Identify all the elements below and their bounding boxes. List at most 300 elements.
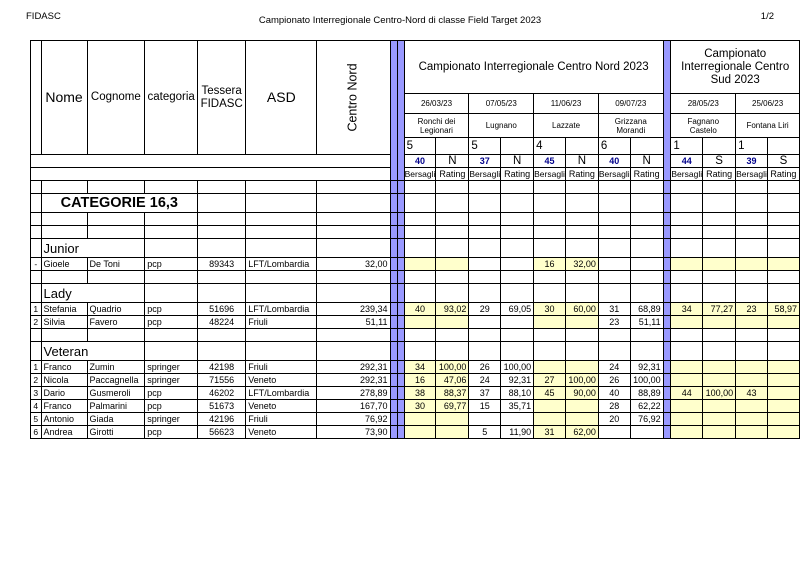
blank-cell xyxy=(317,271,390,284)
athlete-category: pcp xyxy=(145,303,198,316)
blank-cell xyxy=(87,213,145,226)
blue-separator xyxy=(663,194,671,213)
blank-cell xyxy=(87,181,145,194)
col-cognome: Cognome xyxy=(87,41,145,155)
blank-cell xyxy=(404,239,436,258)
sud-title: Campionato Interregionale Centro Sud 2023 xyxy=(671,41,800,94)
blank-cell xyxy=(534,181,566,194)
bersagli-label: Bersagli xyxy=(736,168,767,179)
rating-value xyxy=(436,316,469,329)
athlete-name: Gioele xyxy=(41,258,87,271)
event-zone: S xyxy=(703,155,736,168)
event-targets: 40 xyxy=(404,155,436,168)
blank-cell xyxy=(630,329,663,342)
centro-nord-total: 76,92 xyxy=(317,413,390,426)
blank-cell xyxy=(501,342,534,361)
rating-value xyxy=(565,413,598,426)
blue-separator xyxy=(397,303,404,316)
blue-separator xyxy=(663,258,671,271)
rating-value xyxy=(703,374,736,387)
rating-value xyxy=(703,361,736,374)
rating-value xyxy=(565,361,598,374)
bersagli-label: Bersagli xyxy=(671,168,703,179)
blue-separator xyxy=(397,387,404,400)
blank-cell xyxy=(145,213,198,226)
event-count: 5 xyxy=(404,138,436,155)
row-index: 3 xyxy=(31,387,42,400)
rating-value xyxy=(501,316,534,329)
blank-cell xyxy=(630,342,663,361)
athlete-name: Franco xyxy=(41,361,87,374)
bersagli-label: Bersagli xyxy=(598,168,630,179)
bersagli-value xyxy=(736,361,768,374)
blank-cell xyxy=(87,329,145,342)
blue-separator xyxy=(397,226,404,239)
rating-value xyxy=(630,426,663,439)
bersagli-value: 43 xyxy=(736,387,768,400)
athlete-club: Veneto xyxy=(246,400,317,413)
blank-cell xyxy=(630,194,663,213)
bersagli-value xyxy=(598,258,630,271)
blank-cell xyxy=(598,329,630,342)
blue-separator xyxy=(390,303,397,316)
rating-label: Rating xyxy=(767,168,799,181)
blue-separator xyxy=(390,426,397,439)
blank-cell xyxy=(31,271,42,284)
blank-cell xyxy=(246,226,317,239)
blank-cell xyxy=(703,284,736,303)
blue-separator xyxy=(663,316,671,329)
athlete-club: LFT/Lombardia xyxy=(246,387,317,400)
rating-value: 58,97 xyxy=(767,303,799,316)
blue-separator xyxy=(397,342,404,361)
bersagli-value: 23 xyxy=(736,303,768,316)
blank-cell xyxy=(565,213,598,226)
rating-value: 92,31 xyxy=(630,361,663,374)
blue-separator xyxy=(390,413,397,426)
blue-separator xyxy=(397,329,404,342)
blank-cell xyxy=(469,181,501,194)
blank-cell xyxy=(41,271,87,284)
blank-cell xyxy=(703,226,736,239)
blank-cell xyxy=(767,239,799,258)
event-count: 4 xyxy=(534,138,566,155)
bersagli-value xyxy=(469,258,501,271)
blank-cell xyxy=(469,213,501,226)
rating-value xyxy=(767,387,799,400)
rating-value: 11,90 xyxy=(501,426,534,439)
blue-separator xyxy=(390,258,397,271)
blank-cell xyxy=(469,342,501,361)
athlete-card: 89343 xyxy=(198,258,246,271)
blue-separator xyxy=(390,284,397,303)
bersagli-value xyxy=(671,361,703,374)
col-centro-nord: Centro Nord xyxy=(317,41,390,155)
blank-cell xyxy=(501,239,534,258)
rating-value xyxy=(565,400,598,413)
bersagli-value: 29 xyxy=(469,303,501,316)
blank-cell xyxy=(565,271,598,284)
blank-cell xyxy=(469,271,501,284)
athlete-surname: Gusmeroli xyxy=(87,387,145,400)
event-place: Lugnano xyxy=(469,114,534,138)
athlete-name: Andrea xyxy=(41,426,87,439)
blank-cell xyxy=(736,271,768,284)
bersagli-value: 38 xyxy=(404,387,436,400)
rating-value xyxy=(703,316,736,329)
spacer-row xyxy=(31,329,800,342)
blank-cell xyxy=(703,213,736,226)
rating-value: 88,37 xyxy=(436,387,469,400)
rating-label: Rating xyxy=(703,168,736,181)
blank-cell xyxy=(404,194,436,213)
index-header xyxy=(31,41,42,155)
event-zone: N xyxy=(630,155,663,168)
event-targets: 37 xyxy=(469,155,501,168)
bersagli-value xyxy=(534,316,566,329)
blank-cell xyxy=(736,329,768,342)
event-date: 26/03/23 xyxy=(404,94,469,114)
rating-label: Rating xyxy=(565,168,598,181)
col-asd: ASD xyxy=(246,41,317,155)
blank-cell xyxy=(246,284,317,303)
blank-cell xyxy=(198,239,246,258)
blank-cell xyxy=(598,239,630,258)
bersagli-value xyxy=(671,374,703,387)
blue-separator xyxy=(397,239,404,258)
blank-cell xyxy=(671,226,703,239)
blue-separator xyxy=(397,213,404,226)
blank-cell xyxy=(41,329,87,342)
event-place: Fontana Liri xyxy=(736,114,800,138)
event-date: 07/05/23 xyxy=(469,94,534,114)
blank-cell xyxy=(246,342,317,361)
event-count: 1 xyxy=(671,138,703,155)
athlete-category: pcp xyxy=(145,316,198,329)
blue-separator xyxy=(390,400,397,413)
blue-separator xyxy=(663,387,671,400)
centro-nord-total: 292,31 xyxy=(317,374,390,387)
rating-value xyxy=(703,258,736,271)
blank-cell xyxy=(404,226,436,239)
athlete-row xyxy=(31,316,800,329)
blank-cell xyxy=(436,329,469,342)
athlete-club: Veneto xyxy=(246,374,317,387)
centro-nord-total: 278,89 xyxy=(317,387,390,400)
bersagli-value: 23 xyxy=(598,316,630,329)
blank-cell xyxy=(565,194,598,213)
event-count: 6 xyxy=(598,138,630,155)
blue-separator xyxy=(663,226,671,239)
athlete-card: 51696 xyxy=(198,303,246,316)
blue-separator xyxy=(663,426,671,439)
rating-value: 62,22 xyxy=(630,400,663,413)
bersagli-value xyxy=(736,258,768,271)
blank-cell xyxy=(469,329,501,342)
blue-separator xyxy=(663,41,671,181)
rating-value xyxy=(767,400,799,413)
blank-cell xyxy=(469,194,501,213)
blank-cell xyxy=(501,213,534,226)
blank-cell xyxy=(534,342,566,361)
blank-cell xyxy=(246,181,317,194)
event-zone: N xyxy=(501,155,534,168)
blank-cell xyxy=(87,226,145,239)
row-index: 1 xyxy=(31,303,42,316)
blank-cell xyxy=(198,342,246,361)
blue-separator xyxy=(390,271,397,284)
athlete-surname: Quadrio xyxy=(87,303,145,316)
athlete-category: pcp xyxy=(145,258,198,271)
rating-value: 100,00 xyxy=(565,374,598,387)
event-zone: S xyxy=(767,155,799,168)
rating-value xyxy=(703,400,736,413)
blue-separator xyxy=(397,41,404,181)
centro-nord-total: 51,11 xyxy=(317,316,390,329)
rating-label: Rating xyxy=(501,168,534,181)
blank-cell xyxy=(736,342,768,361)
blank-cell xyxy=(565,138,598,155)
athlete-row xyxy=(31,426,800,439)
blank-cell xyxy=(565,329,598,342)
blank-cell xyxy=(767,138,799,155)
bersagli-value xyxy=(534,413,566,426)
blank-cell xyxy=(41,213,87,226)
bersagli-value: 44 xyxy=(671,387,703,400)
blank-cell xyxy=(31,239,42,258)
spacer-row xyxy=(31,226,800,239)
blank-cell xyxy=(317,213,390,226)
rating-value: 62,00 xyxy=(565,426,598,439)
blank-cell xyxy=(31,226,42,239)
bersagli-value xyxy=(736,413,768,426)
blank-cell xyxy=(767,271,799,284)
athlete-club: Friuli xyxy=(246,361,317,374)
athlete-category: pcp xyxy=(145,426,198,439)
blue-separator xyxy=(663,239,671,258)
blank-cell xyxy=(767,329,799,342)
athlete-surname: Palmarini xyxy=(87,400,145,413)
athlete-card: 42196 xyxy=(198,413,246,426)
blank-cell xyxy=(630,239,663,258)
blue-separator xyxy=(397,374,404,387)
blank-cell xyxy=(671,194,703,213)
blank-cell xyxy=(736,284,768,303)
blue-separator xyxy=(390,213,397,226)
blue-separator xyxy=(390,194,397,213)
rating-value xyxy=(767,426,799,439)
blank-cell xyxy=(436,284,469,303)
blank-cell xyxy=(41,181,87,194)
bersagli-value xyxy=(534,400,566,413)
blank-cell xyxy=(436,138,469,155)
athlete-row xyxy=(31,303,800,316)
rating-value: 77,27 xyxy=(703,303,736,316)
athlete-row xyxy=(31,361,800,374)
blank-cell xyxy=(145,271,198,284)
event-zone: N xyxy=(565,155,598,168)
blank-cell xyxy=(469,239,501,258)
blank-cell xyxy=(145,284,198,303)
blank-cell xyxy=(671,239,703,258)
blank-cell xyxy=(767,226,799,239)
bersagli-value: 26 xyxy=(598,374,630,387)
bersagli-value: 30 xyxy=(534,303,566,316)
blue-separator xyxy=(663,213,671,226)
blank-cell xyxy=(198,271,246,284)
bersagli-value: 40 xyxy=(598,387,630,400)
bersagli-value: 27 xyxy=(534,374,566,387)
blue-separator xyxy=(663,181,671,194)
bersagli-value xyxy=(736,400,768,413)
blank-cell xyxy=(534,329,566,342)
rating-value: 100,00 xyxy=(436,361,469,374)
bersagli-value: 24 xyxy=(469,374,501,387)
rating-value: 60,00 xyxy=(565,303,598,316)
athlete-name: Franco xyxy=(41,400,87,413)
athlete-name: Dario xyxy=(41,387,87,400)
blank-cell xyxy=(501,226,534,239)
blank-cell xyxy=(246,239,317,258)
blank-cell xyxy=(317,181,390,194)
blank-cell xyxy=(31,213,42,226)
blank-cell xyxy=(436,194,469,213)
rating-value xyxy=(436,426,469,439)
blue-separator xyxy=(663,271,671,284)
blank-cell xyxy=(598,213,630,226)
blank-cell xyxy=(31,181,42,194)
blank-cell xyxy=(198,194,246,213)
blue-separator xyxy=(663,374,671,387)
athlete-category: springer xyxy=(145,361,198,374)
blank-cell xyxy=(630,226,663,239)
blank-cell xyxy=(703,342,736,361)
athlete-club: Friuli xyxy=(246,413,317,426)
bersagli-value xyxy=(598,426,630,439)
col-categoria: categoria xyxy=(145,41,198,155)
blank-cell xyxy=(317,194,390,213)
blank-cell xyxy=(41,226,87,239)
athlete-name: Antonio xyxy=(41,413,87,426)
rating-value xyxy=(436,413,469,426)
bersagli-value: 34 xyxy=(404,361,436,374)
rating-value xyxy=(436,258,469,271)
rating-value xyxy=(630,258,663,271)
event-targets: 44 xyxy=(671,155,703,168)
blank-cell xyxy=(317,329,390,342)
blank-cell xyxy=(31,168,391,181)
rating-value: 68,89 xyxy=(630,303,663,316)
event-place: Lazzate xyxy=(534,114,599,138)
athlete-club: Friuli xyxy=(246,316,317,329)
blank-cell xyxy=(534,284,566,303)
blank-cell xyxy=(501,329,534,342)
athlete-card: 46202 xyxy=(198,387,246,400)
blank-cell xyxy=(145,181,198,194)
section-title: Veteran xyxy=(41,342,145,361)
blue-separator xyxy=(397,271,404,284)
rating-value: 76,92 xyxy=(630,413,663,426)
bersagli-value: 31 xyxy=(534,426,566,439)
blue-separator xyxy=(390,41,397,181)
blank-cell xyxy=(501,194,534,213)
spacer-row xyxy=(31,271,800,284)
athlete-surname: Paccagnella xyxy=(87,374,145,387)
athlete-category: springer xyxy=(145,374,198,387)
blue-separator xyxy=(390,181,397,194)
rating-value: 47,06 xyxy=(436,374,469,387)
blank-cell xyxy=(703,194,736,213)
blank-cell xyxy=(145,226,198,239)
blank-cell xyxy=(630,181,663,194)
section-title: Junior xyxy=(41,239,145,258)
rating-value xyxy=(565,316,598,329)
blue-separator xyxy=(663,342,671,361)
athlete-card: 42198 xyxy=(198,361,246,374)
blank-cell xyxy=(671,181,703,194)
blue-separator xyxy=(397,194,404,213)
blank-cell xyxy=(703,239,736,258)
blank-cell xyxy=(436,239,469,258)
blank-cell xyxy=(317,226,390,239)
blank-cell xyxy=(598,194,630,213)
centro-nord-total: 239,34 xyxy=(317,303,390,316)
blank-cell xyxy=(145,239,198,258)
athlete-row xyxy=(31,400,800,413)
centro-nord-total: 73,90 xyxy=(317,426,390,439)
event-date: 28/05/23 xyxy=(671,94,736,114)
rating-value xyxy=(767,374,799,387)
blue-separator xyxy=(397,316,404,329)
blue-separator xyxy=(397,284,404,303)
results-table xyxy=(30,40,800,439)
blank-cell xyxy=(198,226,246,239)
blue-separator xyxy=(663,400,671,413)
blue-separator xyxy=(397,258,404,271)
spacer-row xyxy=(31,181,800,194)
blank-cell xyxy=(598,284,630,303)
centro-nord-total: 292,31 xyxy=(317,361,390,374)
bersagli-value: 37 xyxy=(469,387,501,400)
blank-cell xyxy=(671,284,703,303)
category-title: CATEGORIE 16,3 xyxy=(41,194,198,213)
blank-cell xyxy=(736,181,768,194)
blank-cell xyxy=(598,226,630,239)
section-row xyxy=(31,342,800,361)
bersagli-value xyxy=(469,413,501,426)
centro-nord-total: 167,70 xyxy=(317,400,390,413)
blank-cell xyxy=(246,271,317,284)
athlete-surname: De Toni xyxy=(87,258,145,271)
event-place: Ronchi dei Legionari xyxy=(404,114,469,138)
bersagli-value: 40 xyxy=(404,303,436,316)
athlete-surname: Zumin xyxy=(87,361,145,374)
blank-cell xyxy=(736,213,768,226)
bersagli-value xyxy=(671,413,703,426)
bersagli-value xyxy=(469,316,501,329)
athlete-club: LFT/Lombardia xyxy=(246,303,317,316)
blue-separator xyxy=(390,374,397,387)
blank-cell xyxy=(703,329,736,342)
athlete-card: 51673 xyxy=(198,400,246,413)
row-index: 4 xyxy=(31,400,42,413)
rating-value: 100,00 xyxy=(703,387,736,400)
blank-cell xyxy=(598,342,630,361)
rating-value: 88,89 xyxy=(630,387,663,400)
page-number: 1/2 xyxy=(760,11,774,22)
rating-value: 93,02 xyxy=(436,303,469,316)
blank-cell xyxy=(198,284,246,303)
